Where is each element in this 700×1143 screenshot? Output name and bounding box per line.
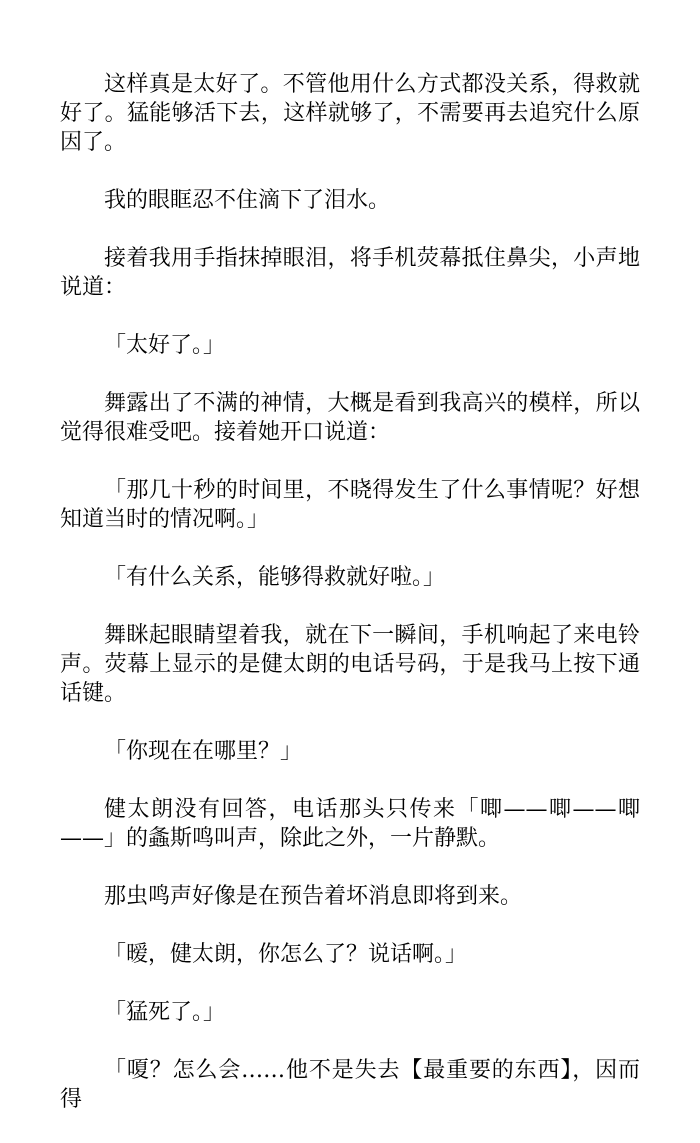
paragraph-14: 「嗄？怎么会……他不是失去【最重要的东西】，因而得 [60, 1058, 640, 1112]
paragraph-3: 接着我用手指抹掉眼泪，将手机荧幕抵住鼻尖，小声地说道： [60, 246, 640, 300]
paragraph-7: 「有什么关系，能够得救就好啦。」 [104, 565, 446, 590]
paragraph-6: 「那几十秒的时间里，不晓得发生了什么事情呢？好想知道当时的情况啊。」 [60, 478, 640, 532]
paragraph-9: 「你现在在哪里？」 [104, 739, 303, 764]
document-page [60, 70, 640, 1143]
paragraph-12: 「暧，健太朗，你怎么了？说话啊。」 [104, 942, 468, 967]
paragraph-8: 舞眯起眼睛望着我，就在下一瞬间，手机响起了来电铃声。荧幕上显示的是健太朗的电话号码，于是我马上按下通话键。 [60, 623, 640, 706]
paragraph-2: 我的眼眶忍不住滴下了泪水。 [104, 188, 391, 213]
paragraph-11: 那虫鸣声好像是在预告着坏消息即将到来。 [104, 884, 523, 909]
paragraph-5: 舞露出了不满的神情，大概是看到我高兴的模样，所以觉得很难受吧。接着她开口说道： [60, 391, 640, 445]
paragraph-1: 这样真是太好了。不管他用什么方式都没关系，得救就好了。猛能够活下去，这样就够了，不需要再去追究什么原因了。 [60, 72, 640, 155]
paragraph-4: 「太好了。」 [104, 333, 226, 358]
paragraph-13: 「猛死了。」 [104, 1000, 226, 1025]
paragraph-10: 健太朗没有回答，电话那头只传来「唧——唧——唧——」的螽斯鸣叫声，除此之外，一片静默。 [60, 797, 640, 851]
